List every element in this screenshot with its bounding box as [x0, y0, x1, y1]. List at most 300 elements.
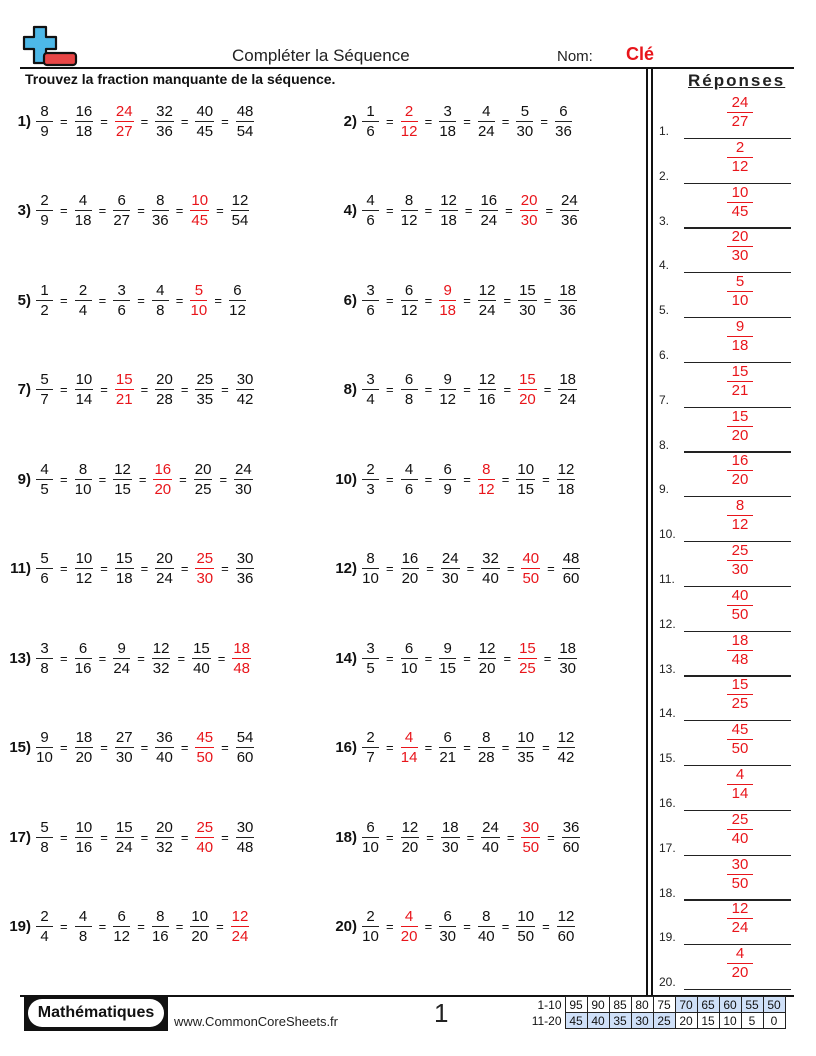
- denominator: 30: [235, 480, 252, 498]
- score-cell: 25: [653, 1013, 675, 1029]
- answer-fraction: [727, 139, 753, 176]
- missing-fraction: [521, 550, 540, 587]
- equals-sign: =: [463, 292, 471, 308]
- answer-fraction: [727, 452, 753, 489]
- answer-fraction: [727, 721, 753, 758]
- denominator: 20: [519, 391, 536, 408]
- numerator: 16: [727, 452, 753, 471]
- fraction: [36, 640, 53, 677]
- denominator: 50: [731, 874, 749, 892]
- numerator: 4: [75, 192, 92, 211]
- answer-number: 8.: [659, 437, 670, 452]
- denominator: 27: [113, 212, 131, 229]
- problem-item: [330, 905, 575, 949]
- score-cell: 10: [719, 1013, 741, 1029]
- equals-sign: =: [506, 561, 515, 576]
- numerator: 15: [115, 550, 133, 567]
- numerator: 5: [190, 282, 207, 301]
- denominator: 7: [366, 749, 375, 766]
- answer-row: [659, 542, 791, 587]
- numerator: 5: [516, 103, 533, 122]
- numerator: 6: [439, 908, 456, 927]
- problem-item: [330, 189, 579, 233]
- missing-fraction: [439, 282, 456, 319]
- numerator: 10: [75, 818, 93, 836]
- fraction: [36, 908, 53, 945]
- answer-row: [659, 363, 791, 408]
- fraction: [401, 819, 420, 856]
- numerator: 1: [362, 103, 379, 122]
- problem-number: 18): [335, 828, 357, 846]
- denominator: 16: [74, 659, 92, 677]
- answer-fraction: [727, 318, 753, 355]
- answer-row: [659, 408, 791, 453]
- denominator: 8: [40, 659, 49, 677]
- denominator: 18: [74, 212, 92, 229]
- denominator: 42: [236, 391, 254, 408]
- score-cell: 30: [631, 1013, 653, 1029]
- equals-sign: =: [386, 561, 394, 576]
- denominator: 12: [477, 480, 495, 498]
- equals-sign: =: [386, 829, 394, 845]
- fraction: [362, 908, 379, 945]
- equals-sign: =: [386, 113, 394, 129]
- problem-number: 10): [335, 470, 357, 488]
- equals-sign: =: [60, 382, 68, 397]
- denominator: 14: [731, 785, 749, 802]
- denominator: 18: [440, 212, 457, 229]
- answer-row: [659, 900, 791, 945]
- fraction: [439, 729, 456, 766]
- problem-number: 16): [335, 739, 357, 756]
- numerator: 12: [557, 729, 575, 746]
- answer-number: 7.: [659, 392, 670, 407]
- answer-number: 18.: [659, 885, 676, 900]
- fraction: [192, 640, 211, 677]
- equals-sign: =: [221, 561, 229, 576]
- denominator: 12: [75, 570, 93, 587]
- numerator: 20: [520, 192, 538, 209]
- fraction: [362, 729, 379, 766]
- fraction: [362, 103, 379, 140]
- score-row-label: 1-10: [537, 997, 562, 1012]
- fraction: [439, 461, 456, 498]
- numerator: 15: [727, 408, 753, 427]
- answer-number: 4.: [659, 258, 670, 273]
- equals-sign: =: [466, 561, 475, 576]
- denominator: 40: [196, 838, 214, 856]
- problem-item: [330, 726, 575, 770]
- equals-sign: =: [180, 113, 189, 129]
- equals-sign: =: [503, 292, 512, 308]
- denominator: 10: [362, 570, 379, 587]
- equals-sign: =: [506, 829, 515, 845]
- equals-sign: =: [221, 382, 229, 397]
- fraction: [75, 640, 92, 677]
- problem-item: [330, 547, 580, 591]
- equals-sign: =: [180, 561, 189, 576]
- numerator: 9: [439, 282, 456, 301]
- problem-number: 13): [9, 649, 31, 667]
- equals-sign: =: [98, 471, 107, 487]
- problem-number: 20): [335, 918, 357, 935]
- numerator: 12: [440, 192, 457, 209]
- equals-sign: =: [426, 829, 434, 845]
- equals-sign: =: [505, 203, 513, 218]
- denominator: 21: [731, 381, 749, 399]
- equals-sign: =: [542, 740, 550, 755]
- score-row: [529, 997, 785, 1013]
- numerator: 3: [36, 640, 53, 659]
- numerator: 6: [362, 819, 379, 838]
- name-label: Nom:: [557, 48, 593, 65]
- denominator: 24: [480, 212, 498, 229]
- numerator: 32: [156, 102, 173, 120]
- numerator: 45: [196, 729, 214, 746]
- numerator: 30: [236, 818, 254, 836]
- missing-fraction: [232, 640, 251, 677]
- denominator: 18: [75, 122, 93, 140]
- denominator: 12: [400, 301, 418, 319]
- denominator: 25: [194, 480, 212, 498]
- numerator: 9: [727, 318, 753, 337]
- equals-sign: =: [100, 382, 108, 397]
- fraction: [439, 908, 456, 945]
- denominator: 24: [231, 928, 249, 945]
- missing-fraction: [195, 550, 214, 587]
- numerator: 36: [156, 729, 173, 746]
- equals-sign: =: [464, 203, 473, 218]
- equals-sign: =: [463, 740, 471, 755]
- answer-fraction: [727, 184, 753, 221]
- denominator: 30: [196, 570, 214, 587]
- numerator: 6: [113, 192, 130, 211]
- equals-sign: =: [100, 740, 108, 755]
- problem-number: 6): [343, 291, 357, 309]
- equals-sign: =: [424, 471, 433, 487]
- problem-item: [4, 189, 249, 233]
- numerator: 12: [152, 639, 170, 657]
- denominator: 36: [236, 570, 254, 587]
- equals-sign: =: [424, 650, 433, 666]
- denominator: 25: [519, 659, 536, 677]
- numerator: 18: [441, 818, 459, 836]
- equals-sign: =: [60, 561, 68, 576]
- denominator: 20: [478, 659, 496, 677]
- numerator: 30: [727, 856, 753, 875]
- equals-sign: =: [545, 203, 554, 218]
- equals-sign: =: [175, 292, 184, 308]
- numerator: 4: [75, 908, 92, 927]
- numerator: 9: [439, 640, 456, 659]
- denominator: 8: [78, 928, 88, 945]
- fraction: [362, 371, 379, 408]
- fraction: [36, 282, 53, 319]
- answer-fraction: [727, 676, 753, 713]
- answer-fraction: [727, 408, 753, 445]
- denominator: 24: [115, 838, 133, 856]
- answer-row: [659, 497, 791, 542]
- score-row-label: 11-20: [531, 1013, 562, 1028]
- denominator: 24: [113, 659, 131, 677]
- denominator: 3: [366, 480, 375, 498]
- fraction: [115, 550, 134, 587]
- fraction: [36, 550, 53, 587]
- equals-sign: =: [216, 919, 224, 934]
- fraction: [516, 729, 535, 766]
- denominator: 20: [400, 928, 418, 945]
- answer-number: 13.: [659, 661, 676, 676]
- denominator: 18: [439, 301, 457, 319]
- numerator: 2: [36, 908, 53, 927]
- fraction: [229, 282, 246, 319]
- fraction: [155, 103, 174, 140]
- numerator: 15: [519, 639, 536, 657]
- answer-row: [659, 139, 791, 184]
- denominator: 50: [522, 570, 540, 587]
- denominator: 12: [400, 212, 418, 229]
- numerator: 24: [482, 818, 499, 836]
- fraction: [481, 550, 500, 587]
- denominator: 32: [152, 659, 170, 677]
- equals-sign: =: [543, 382, 552, 397]
- numerator: 18: [75, 729, 93, 746]
- fraction: [152, 282, 169, 319]
- problem-item: [330, 457, 575, 501]
- numerator: 10: [191, 192, 209, 209]
- numerator: 12: [231, 192, 249, 209]
- numerator: 12: [557, 908, 575, 925]
- equals-sign: =: [60, 919, 68, 934]
- problem-item: [330, 368, 577, 412]
- denominator: 12: [113, 928, 131, 945]
- numerator: 16: [480, 192, 498, 209]
- problem-item: [4, 815, 254, 859]
- equals-sign: =: [180, 829, 189, 845]
- equals-sign: =: [60, 829, 68, 845]
- fraction: [152, 192, 169, 229]
- numerator: 8: [152, 192, 169, 211]
- denominator: 10: [731, 292, 749, 310]
- numerator: 12: [478, 281, 496, 299]
- numerator: 6: [401, 282, 418, 301]
- equals-sign: =: [60, 471, 68, 487]
- fraction: [113, 282, 130, 319]
- equals-sign: =: [463, 471, 471, 487]
- fraction: [152, 908, 169, 945]
- fraction: [36, 192, 53, 229]
- denominator: 30: [439, 928, 457, 945]
- instructions: Trouvez la fraction manquante de la séquence.: [25, 71, 336, 87]
- equals-sign: =: [98, 650, 107, 666]
- numerator: 6: [229, 282, 246, 301]
- equals-sign: =: [501, 919, 510, 934]
- problem-item: [4, 99, 254, 143]
- equals-sign: =: [175, 203, 184, 218]
- numerator: 2: [727, 139, 753, 158]
- equals-sign: =: [140, 740, 149, 755]
- numerator: 8: [478, 908, 495, 927]
- fraction: [362, 461, 379, 498]
- denominator: 18: [115, 570, 133, 587]
- fraction: [115, 819, 134, 856]
- denominator: 28: [156, 391, 173, 408]
- answer-divider: [646, 67, 648, 995]
- numerator: 10: [75, 550, 93, 567]
- score-cell: 70: [675, 997, 697, 1013]
- equals-sign: =: [386, 650, 394, 666]
- equals-sign: =: [221, 113, 229, 129]
- score-cell: 60: [719, 997, 741, 1013]
- score-cell: 85: [609, 997, 631, 1013]
- denominator: 15: [439, 659, 457, 677]
- denominator: 12: [400, 122, 418, 140]
- fraction: [557, 729, 576, 766]
- fraction: [478, 103, 495, 140]
- denominator: 36: [559, 301, 577, 319]
- answer-fraction: [727, 542, 753, 579]
- answer-fraction: [727, 363, 753, 400]
- problem-number: 5): [17, 291, 31, 309]
- score-cell: 45: [565, 1013, 587, 1029]
- numerator: 3: [439, 103, 456, 122]
- numerator: 20: [156, 550, 173, 567]
- fraction: [194, 461, 213, 498]
- numerator: 12: [114, 460, 131, 478]
- score-cell: 40: [587, 1013, 609, 1029]
- score-cell: 90: [587, 997, 609, 1013]
- equals-sign: =: [219, 471, 228, 487]
- numerator: 4: [362, 192, 379, 211]
- denominator: 60: [562, 570, 580, 587]
- numerator: 25: [196, 371, 214, 388]
- fraction: [401, 192, 418, 229]
- denominator: 16: [75, 838, 93, 856]
- name-value: Clé: [626, 44, 655, 64]
- equals-sign: =: [137, 203, 145, 218]
- numerator: 4: [401, 729, 418, 748]
- answer-row: [659, 676, 791, 721]
- numerator: 40: [196, 102, 214, 120]
- answer-fraction: [727, 94, 753, 131]
- answers-title: Réponses: [688, 71, 786, 90]
- missing-fraction: [520, 192, 539, 229]
- problem-number: 17): [9, 828, 31, 846]
- fraction: [152, 640, 171, 677]
- numerator: 15: [115, 818, 133, 836]
- problem-number: 8): [343, 381, 357, 398]
- denominator: 48: [236, 838, 254, 856]
- fraction: [558, 371, 577, 408]
- problem-item: [4, 726, 254, 770]
- problem-item: [330, 99, 572, 143]
- denominator: 28: [477, 749, 495, 766]
- denominator: 30: [559, 659, 577, 677]
- numerator: 9: [439, 371, 456, 390]
- fraction: [478, 729, 495, 766]
- numerator: 2: [36, 192, 53, 211]
- denominator: 24: [559, 391, 577, 408]
- denominator: 9: [40, 122, 49, 140]
- numerator: 1: [36, 282, 53, 301]
- denominator: 30: [519, 301, 536, 319]
- math-logo-icon: [22, 25, 80, 67]
- answer-number: 12.: [659, 616, 676, 631]
- equals-sign: =: [501, 740, 510, 755]
- answer-row: [659, 318, 791, 363]
- missing-fraction: [190, 192, 209, 229]
- equals-sign: =: [60, 203, 68, 218]
- equals-sign: =: [386, 471, 394, 487]
- fraction: [155, 371, 174, 408]
- fraction: [562, 550, 581, 587]
- denominator: 6: [117, 301, 126, 319]
- denominator: 7: [40, 391, 49, 408]
- problem-item: [4, 905, 249, 949]
- answer-fraction: [727, 811, 753, 848]
- answer-row: [659, 856, 791, 901]
- numerator: 8: [478, 461, 495, 480]
- missing-fraction: [231, 908, 250, 945]
- missing-fraction: [518, 371, 537, 408]
- answer-row: [659, 945, 791, 990]
- fraction: [481, 819, 500, 856]
- fraction: [401, 461, 418, 498]
- answer-row: [659, 632, 791, 677]
- numerator: 10: [191, 908, 209, 925]
- denominator: 40: [156, 749, 173, 766]
- numerator: 8: [36, 103, 53, 122]
- equals-sign: =: [177, 650, 186, 666]
- denominator: 50: [731, 605, 749, 623]
- answer-row: [659, 452, 791, 497]
- equals-sign: =: [60, 292, 68, 308]
- numerator: 10: [517, 460, 535, 478]
- denominator: 50: [517, 928, 535, 945]
- numerator: 30: [522, 818, 540, 836]
- equals-sign: =: [221, 740, 229, 755]
- denominator: 54: [236, 122, 254, 140]
- equals-sign: =: [140, 829, 149, 845]
- worksheet-title: Compléter la Séquence: [232, 46, 410, 65]
- subject-badge: Mathématiques: [28, 999, 164, 1027]
- answer-row: [659, 228, 791, 273]
- equals-sign: =: [60, 740, 68, 755]
- fraction: [557, 461, 576, 498]
- equals-sign: =: [180, 740, 189, 755]
- equals-sign: =: [463, 650, 471, 666]
- denominator: 16: [151, 928, 169, 945]
- denominator: 27: [731, 113, 749, 130]
- fraction: [401, 282, 418, 319]
- fraction: [75, 819, 94, 856]
- denominator: 6: [366, 212, 375, 229]
- denominator: 50: [731, 740, 749, 758]
- denominator: 20: [731, 471, 749, 489]
- problem-number: 14): [335, 649, 357, 667]
- equals-sign: =: [386, 203, 394, 218]
- site-url: www.CommonCoreSheets.fr: [174, 1014, 338, 1029]
- denominator: 8: [156, 301, 165, 319]
- equals-sign: =: [463, 382, 471, 397]
- fraction: [362, 640, 379, 677]
- denominator: 5: [40, 480, 49, 498]
- fraction: [113, 192, 130, 229]
- answer-row: [659, 721, 791, 766]
- fraction: [516, 908, 535, 945]
- denominator: 20: [731, 426, 749, 444]
- fraction: [195, 103, 214, 140]
